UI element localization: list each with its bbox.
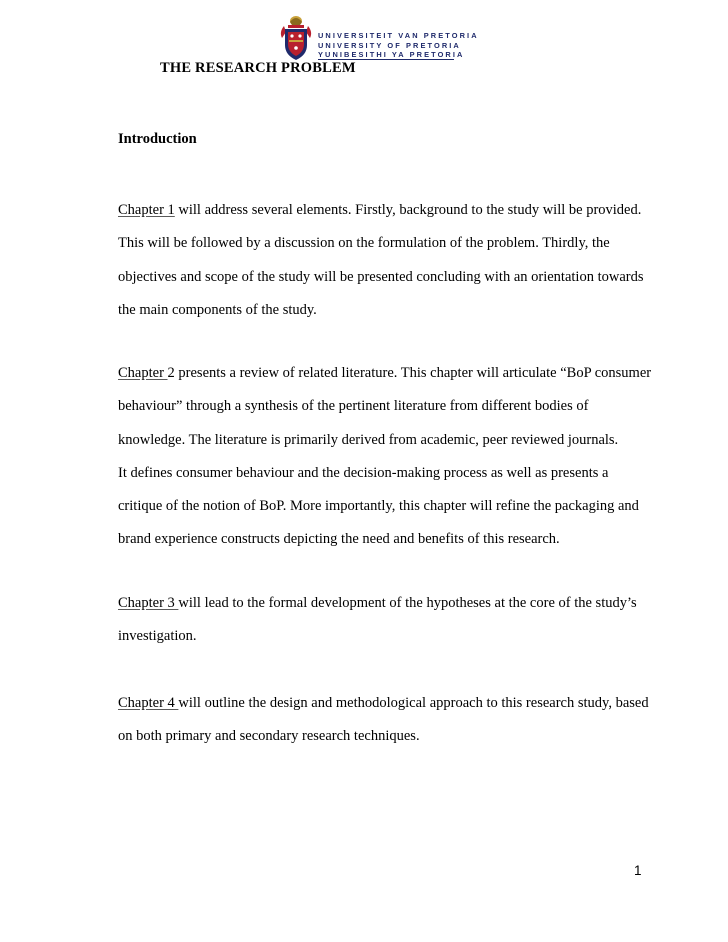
- chapter-2-link[interactable]: Chapter: [118, 365, 168, 381]
- paragraph-line: [118, 687, 658, 720]
- paragraph-chapter-1: [118, 194, 658, 327]
- paragraph-line: investigation.: [118, 628, 197, 645]
- paragraph-line: This will be followed by a discussion on the formulation of the problem. Thirdly, the: [118, 235, 610, 252]
- introduction-heading: Introduction: [118, 131, 197, 147]
- paragraph-line: on both primary and secondary research techniques.: [118, 728, 420, 745]
- logo-line-sepedi: YUNIBESITHI YA PRETORIA: [318, 50, 465, 59]
- paragraph-text: will lead to the formal development of the hypotheses at the core of the study’s: [178, 595, 637, 611]
- paragraph-text: will outline the design and methodological approach to this research study, based: [178, 695, 649, 711]
- paragraph-line: the main components of the study.: [118, 301, 317, 318]
- paragraph-chapter-2: [118, 357, 658, 557]
- paragraph-line: It defines consumer behaviour and the decision-making process as well as presents a: [118, 464, 609, 481]
- paragraph-text: 2 presents a review of related literature. This chapter will articulate “BoP consumer: [167, 365, 652, 381]
- paragraph-line: [118, 357, 658, 390]
- logo-text: [318, 31, 479, 60]
- paragraph-chapter-3: [118, 587, 658, 654]
- chapter-1-link[interactable]: Chapter 1: [118, 202, 175, 218]
- paragraph-line: brand experience constructs depicting the need and benefits of this research.: [118, 531, 560, 548]
- paragraph-line: knowledge. The literature is primarily derived from academic, peer reviewed journals.: [118, 431, 619, 448]
- paragraph-chapter-4: [118, 687, 658, 754]
- paragraph-line: [118, 587, 658, 620]
- university-logo: [276, 12, 479, 62]
- logo-line-english: UNIVERSITY OF PRETORIA: [318, 40, 461, 50]
- logo-line-afrikaans: UNIVERSITEIT VAN PRETORIA: [318, 31, 479, 40]
- page-number: 1: [634, 863, 642, 878]
- section-heading: THE RESEARCH PROBLEM: [160, 60, 356, 76]
- chapter-4-link[interactable]: Chapter 4: [118, 695, 179, 711]
- paragraph-text: will address several elements. Firstly, background to the study will be provided.: [174, 202, 642, 218]
- chapter-3-link[interactable]: Chapter 3: [118, 595, 179, 611]
- paragraph-line: [118, 194, 658, 227]
- paragraph-line: objectives and scope of the study will be presented concluding with an orientation towards: [118, 268, 644, 285]
- paragraph-line: critique of the notion of BoP. More importantly, this chapter will refine the packaging and: [118, 498, 639, 515]
- university-crest-icon: [276, 12, 316, 62]
- paragraph-line: behaviour” through a synthesis of the pertinent literature from different bodies of: [118, 398, 589, 415]
